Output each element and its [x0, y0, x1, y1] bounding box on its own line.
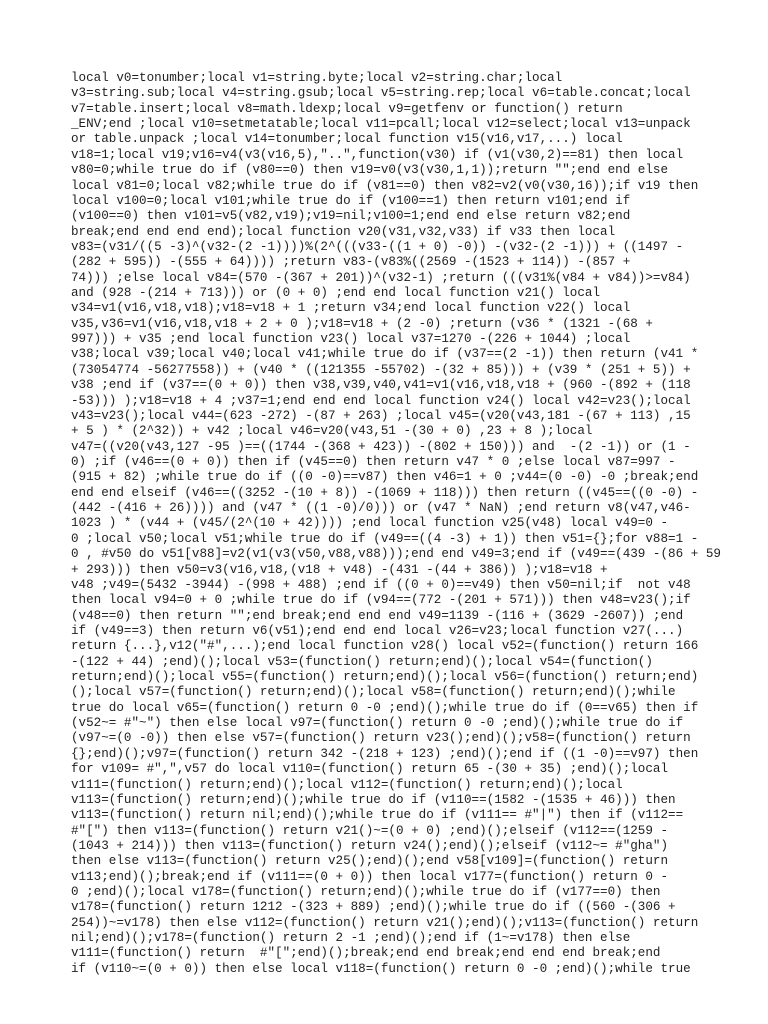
- code-line: v48 ;v49=(5432 -3944) -(998 + 488) ;end if ((0 + 0)==v49) then v50=nil;if not v48: [71, 577, 691, 592]
- code-line: or table.unpack ;local v14=tonumber;local function v15(v16,v17,...) local: [71, 132, 623, 147]
- code-line: (v100==0) then v101=v5(v82,v19);v19=nil;v100=1;end end else return v82;end: [71, 209, 631, 224]
- code-line: v7=table.insert;local v8=math.ldexp;local v9=getfenv or function() return: [71, 101, 623, 116]
- code-line: nil;end)();v178=(function() return 2 -1 ;end)();end if (1~=v178) then else: [71, 931, 631, 946]
- code-line: v38;local v39;local v40;local v41;while true do if (v37==(2 -1)) then return (v41 *: [71, 347, 699, 362]
- code-line: v111=(function() return;end)();local v112=(function() return;end)();local: [71, 777, 623, 792]
- code-line: 997))) + v35 ;end local function v23() local v37=1270 -(226 + 1044) ;local: [71, 332, 631, 347]
- code-line: v80=0;while true do if (v80==0) then v19=v0(v3(v30,1,1));return "";end end else: [71, 163, 669, 178]
- code-line: #"[") then v113=(function() return v21()~=(0 + 0) ;end)();elseif (v112==(1259 -: [71, 823, 669, 838]
- code-line: end end elseif (v46==((3252 -(10 + 8)) -(1069 + 118))) then return ((v45==((0 -0) -: [71, 485, 699, 500]
- code-line: if (v110~=(0 + 0)) then else local v118=(function() return 0 -0 ;end)();while true: [71, 961, 691, 976]
- code-line: 0 ;end)();local v178=(function() return;end)();while true do if (v177==0) then: [71, 885, 661, 900]
- code-line: 0) ;if (v46==(0 + 0)) then if (v45==0) then return v47 * 0 ;else local v87=997 -: [71, 454, 676, 469]
- code-line: and (928 -(214 + 713))) or (0 + 0) ;end end local function v21() local: [71, 286, 601, 301]
- code-line: true do local v65=(function() return 0 -0 ;end)();while true do if (0==v65) then if: [71, 700, 699, 715]
- code-line: v38 ;end if (v37==(0 + 0)) then v38,v39,v40,v41=v1(v16,v18,v18 + (960 -(892 + (118: [71, 378, 691, 393]
- code-line: + 5 ) * (2^32)) + v42 ;local v46=v20(v43,51 -(30 + 0) ,23 + 8 );local: [71, 424, 593, 439]
- code-line: v83=(v31/((5 -3)^(v32-(2 -1))))%(2^(((v33-((1 + 0) -0)) -(v32-(2 -1))) + ((1497 -: [71, 239, 684, 254]
- code-line: v3=string.sub;local v4=string.gsub;local v5=string.rep;local v6=table.concat;local: [71, 86, 691, 101]
- code-line: _ENV;end ;local v10=setmetatable;local v11=pcall;local v12=select;local v13=unpack: [71, 117, 691, 132]
- code-line: 0 ;local v50;local v51;while true do if (v49==((4 -3) + 1)) then v51={};for v88=1 -: [71, 531, 699, 546]
- code-line: v18=1;local v19;v16=v4(v3(v16,5),"..",function(v30) if (v1(v30,2)==81) then local: [71, 147, 684, 162]
- code-line: (v48==0) then return "";end break;end end end v49=1139 -(116 + (3629 -2607)) ;end: [71, 608, 684, 623]
- code-line: v113=(function() return nil;end)();while true do if (v111== #"|") then if (v112==: [71, 808, 684, 823]
- code-listing: [71, 71, 721, 977]
- code-line: -(122 + 44) ;end)();local v53=(function() return;end)();local v54=(function(): [71, 654, 653, 669]
- code-line: then local v94=0 + 0 ;while true do if (v94==(772 -(201 + 571))) then v48=v23();if: [71, 593, 691, 608]
- code-line: (1043 + 214))) then v113=(function() return v24();end)();elseif (v112~= #"gha"): [71, 838, 669, 853]
- code-line: v178=(function() return 1212 -(323 + 889) ;end)();while true do if ((560 -(306 +: [71, 900, 676, 915]
- code-line: local v100=0;local v101;while true do if (v100==1) then return v101;end if: [71, 193, 631, 208]
- code-line: for v109= #",",v57 do local v110=(function() return 65 -(30 + 35) ;end)();local: [71, 762, 669, 777]
- code-line: v43=v23();local v44=(623 -272) -(87 + 263) ;local v45=(v20(v43,181 -(67 + 113) ,15: [71, 408, 691, 423]
- code-line: ();local v57=(function() return;end)();local v58=(function() return;end)();while: [71, 685, 676, 700]
- code-line: v35,v36=v1(v16,v18,v18 + 2 + 0 );v18=v18 + (2 -0) ;return (v36 * (1321 -(68 +: [71, 316, 653, 331]
- code-line: local v0=tonumber;local v1=string.byte;local v2=string.char;local: [71, 71, 563, 85]
- code-line: -53))) );v18=v18 + 4 ;v37=1;end end end local function v24() local v42=v23();local: [71, 393, 691, 408]
- code-line: v34=v1(v16,v18,v18);v18=v18 + 1 ;return v34;end local function v22() local: [71, 301, 631, 316]
- code-line: (v52~= #"~") then else local v97=(function() return 0 -0 ;end)();while true do if: [71, 716, 684, 731]
- code-line: 0 , #v50 do v51[v88]=v2(v1(v3(v50,v88,v88)));end end v49=3;end if (v49==(439 -(86 + 59: [71, 547, 721, 562]
- code-line: 74))) ;else local v84=(570 -(367 + 201))^(v32-1) ;return (((v31%(v84 + v84))>=v84): [71, 270, 691, 285]
- code-line: if (v49==3) then return v6(v51);end end end local v26=v23;local function v27(...): [71, 623, 684, 638]
- code-line: v47=((v20(v43,127 -95 )==((1744 -(368 + 423)) -(802 + 150))) and -(2 -1)) or (1 -: [71, 439, 691, 454]
- code-line: v113;end)();break;end if (v111==(0 + 0)) then local v177=(function() return 0 -: [71, 869, 669, 884]
- code-line: v113=(function() return;end)();while true do if (v110==(1582 -(1535 + 46))) then: [71, 792, 676, 807]
- code-line: (442 -(416 + 26)))) and (v47 * ((1 -0)/0))) or (v47 * NaN) ;end return v8(v47,v46-: [71, 501, 691, 516]
- code-line: local v81=0;local v82;while true do if (v81==0) then v82=v2(v0(v30,16));if v19 then: [71, 178, 699, 193]
- code-line: return;end)();local v55=(function() return;end)();local v56=(function() return;end): [71, 670, 699, 685]
- code-line: {};end)();v97=(function() return 342 -(218 + 123) ;end)();end if ((1 -0)==v97) then: [71, 746, 699, 761]
- code-line: 1023 ) * (v44 + (v45/(2^(10 + 42)))) ;end local function v25(v48) local v49=0 -: [71, 516, 669, 531]
- code-line: then else v113=(function() return v25();end)();end v58[v109]=(function() return: [71, 854, 669, 869]
- code-line: v111=(function() return #"[";end)();break;end end break;end end end break;end: [71, 946, 661, 961]
- code-line: (915 + 82) ;while true do if ((0 -0)==v87) then v46=1 + 0 ;v44=(0 -0) -0 ;break;end: [71, 470, 699, 485]
- code-line: return {...},v12("#",...);end local function v28() local v52=(function() return 166: [71, 639, 699, 654]
- code-line: 254))~=v178) then else v112=(function() return v21();end)();v113=(function() return: [71, 915, 699, 930]
- code-line: + 293))) then v50=v3(v16,v18,(v18 + v48) -(431 -(44 + 386)) );v18=v18 +: [71, 562, 608, 577]
- code-line: (73054774 -56277558)) + (v40 * ((121355 -55702) -(32 + 85))) + (v39 * (251 + 5)) +: [71, 362, 691, 377]
- code-line: (282 + 595)) -(555 + 64)))) ;return v83-(v83%((2569 -(1523 + 114)) -(857 +: [71, 255, 631, 270]
- code-line: (v97~=(0 -0)) then else v57=(function() return v23();end)();v58=(function() return: [71, 731, 691, 746]
- code-line: break;end end end end);local function v20(v31,v32,v33) if v33 then local: [71, 224, 616, 239]
